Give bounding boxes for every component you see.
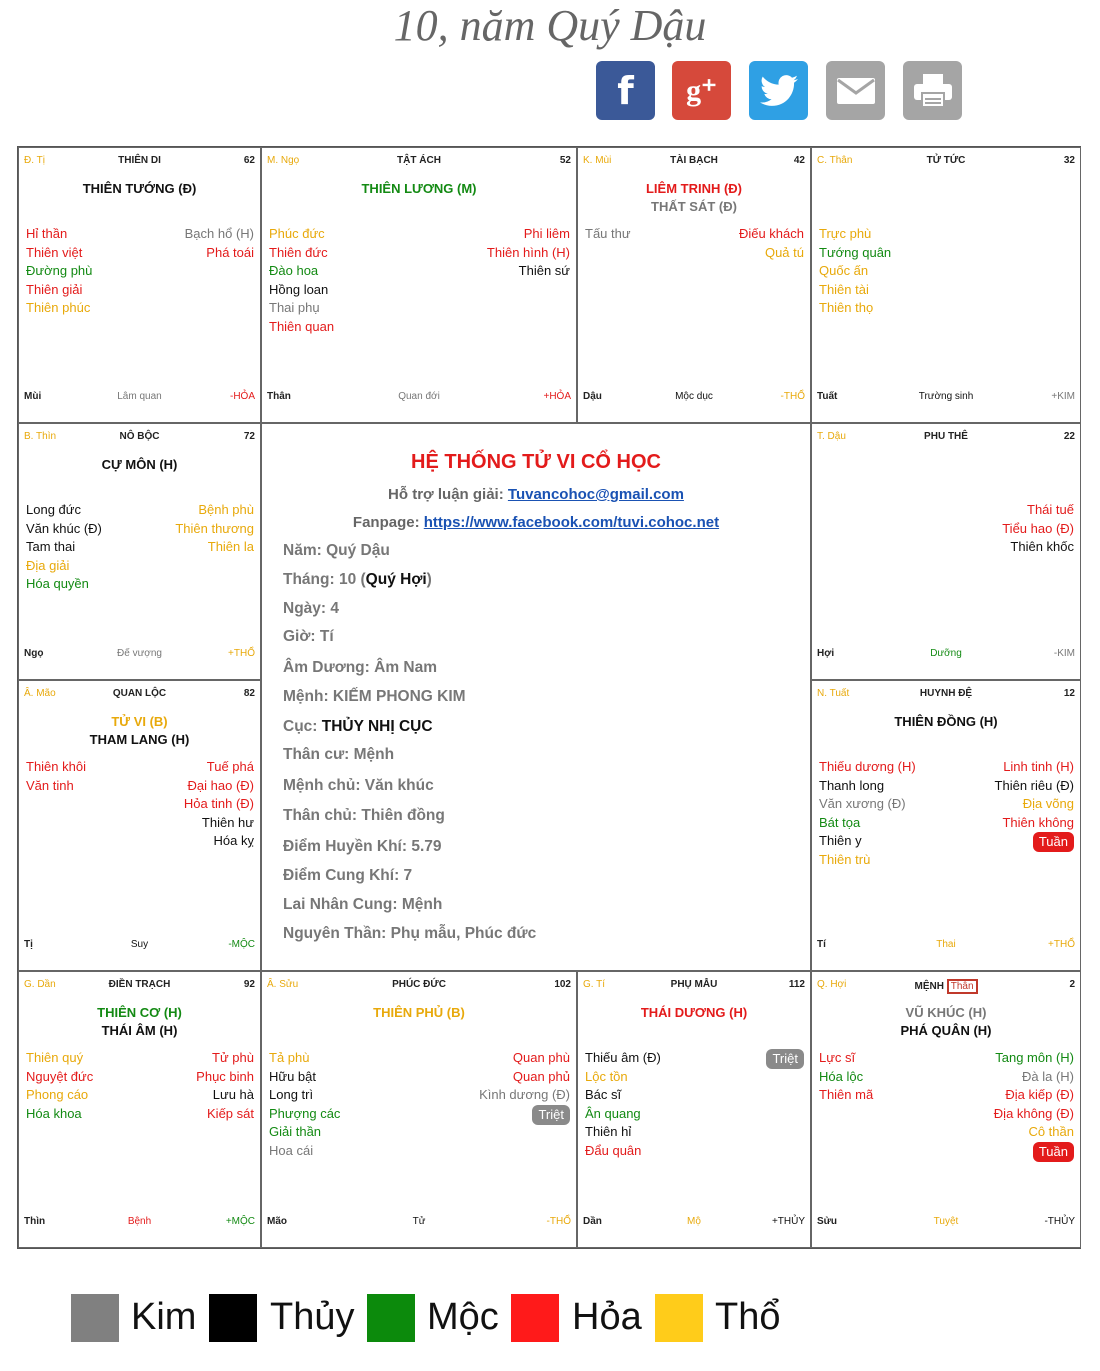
- minor-star: Thiên sứ: [518, 263, 570, 279]
- minor-stars-right: [185, 225, 254, 262]
- minor-star: Thái tuế: [1027, 502, 1074, 517]
- info-label: Năm: Quý Dậu: [283, 542, 390, 559]
- minor-star: Hữu bật: [269, 1068, 317, 1084]
- info-label: Ngày: 4: [283, 600, 339, 617]
- palace-stem: K. Mùi: [583, 155, 612, 166]
- minor-star: Thiên hư: [201, 814, 254, 830]
- palace-cell[interactable]: [577, 971, 811, 1248]
- palace-name-text: HUYNH ĐỆ: [919, 688, 973, 699]
- minor-star: Văn xương (Đ): [819, 796, 906, 812]
- minor-star: Tấu thư: [585, 226, 631, 241]
- info-line: [283, 777, 434, 795]
- legend-label: Thổ: [715, 1296, 781, 1338]
- legend-swatch: [367, 1294, 415, 1342]
- info-label: Âm Dương: Âm Nam: [283, 659, 438, 676]
- minor-star: Đường phù: [26, 263, 93, 279]
- minor-star: Hỉ thần: [26, 226, 68, 241]
- palace-stage: Mộ: [687, 1216, 701, 1227]
- palace-cell[interactable]: [18, 680, 261, 971]
- minor-star: Phong cáo: [26, 1087, 89, 1103]
- minor-star: Bệnh phù: [198, 502, 254, 517]
- palace-name-text: TỬ TỨC: [926, 155, 966, 166]
- minor-star: Tử phù: [212, 1050, 254, 1065]
- legend-label: Hỏa: [572, 1296, 642, 1338]
- facebook-icon: f: [617, 68, 634, 113]
- minor-star: Thiên thọ: [819, 300, 874, 316]
- palace-name: [578, 979, 810, 990]
- minor-star: Bạch hổ (H): [184, 226, 254, 241]
- minor-star: Long trì: [269, 1087, 314, 1103]
- minor-star: Ân quang: [585, 1105, 641, 1121]
- palace-element: +HỎA: [543, 391, 571, 402]
- palace-name: [812, 431, 1080, 442]
- palace-name: [262, 155, 576, 166]
- minor-stars-left: [269, 1049, 340, 1161]
- minor-stars-right: [487, 225, 570, 281]
- minor-stars-right: [994, 1049, 1074, 1162]
- palace-age: 32: [1063, 155, 1075, 166]
- major-star: TỬ VI (B): [111, 714, 168, 729]
- info-suffix: ): [426, 571, 432, 588]
- minor-star: Đà la (H): [1021, 1068, 1074, 1084]
- palace-branch: Ngọ: [24, 648, 44, 659]
- palace-cell[interactable]: [811, 971, 1081, 1248]
- major-star: LIÊM TRINH (Đ): [645, 181, 743, 196]
- minor-star: Hóa lộc: [819, 1068, 864, 1084]
- email-share-button[interactable]: [826, 61, 885, 120]
- tuan-badge-row: [995, 832, 1074, 852]
- legend-label: Kim: [131, 1296, 197, 1338]
- info-line: [283, 659, 437, 677]
- info-line: [283, 688, 466, 706]
- minor-stars-right: [766, 1049, 804, 1069]
- palace-stem: N. Tuất: [817, 688, 850, 699]
- print-button[interactable]: [903, 61, 962, 120]
- minor-stars-left: [26, 501, 102, 594]
- tuan-badge-row: [994, 1142, 1074, 1162]
- major-star: THIÊN TƯỚNG (Đ): [82, 181, 197, 196]
- minor-star: Lưu hà: [212, 1087, 254, 1103]
- palace-stem: G. Dần: [24, 979, 56, 990]
- minor-star: Thiên y: [819, 833, 862, 849]
- palace-age: 42: [793, 155, 805, 166]
- minor-star: Đại hao (Đ): [187, 777, 254, 793]
- minor-star: Long đức: [26, 502, 81, 517]
- info-label: Giờ: Tí: [283, 628, 334, 645]
- minor-star: Thiên đức: [269, 244, 328, 260]
- major-star: THIÊN CƠ (H): [97, 1005, 182, 1020]
- minor-star: Thiên quý: [26, 1050, 84, 1065]
- palace-element: +KIM: [1051, 391, 1075, 402]
- info-label: Thân cư: Mệnh: [283, 746, 395, 763]
- palace-cell[interactable]: [811, 147, 1081, 423]
- minor-star: Kiếp sát: [207, 1105, 254, 1121]
- minor-star: Thai phụ: [269, 300, 320, 316]
- palace-element: +THỔ: [228, 648, 255, 659]
- minor-star: Hoa cái: [269, 1142, 314, 1158]
- palace-branch: Tuất: [817, 391, 838, 402]
- minor-star: Thiên la: [207, 539, 254, 555]
- info-line: [283, 571, 432, 589]
- info-label: Mệnh chủ: Văn khúc: [283, 777, 434, 794]
- minor-star: Thiếu dương (H): [819, 759, 916, 774]
- palace-name: [812, 155, 1080, 166]
- palace-name: [19, 979, 260, 990]
- fanpage-label: Fanpage:: [352, 514, 424, 531]
- palace-element: -KIM: [1053, 648, 1075, 659]
- minor-stars-right: [739, 225, 804, 262]
- minor-star: Bát tọa: [819, 814, 861, 830]
- palace-age: 22: [1063, 431, 1075, 442]
- minor-star: Thiên không: [1002, 814, 1074, 830]
- palace-stage: Đế vượng: [117, 648, 162, 659]
- minor-star: Thiên tài: [819, 281, 869, 297]
- triet-badge-row: [479, 1105, 570, 1125]
- minor-stars-left: [819, 1049, 873, 1105]
- palace-stem: B. Thìn: [24, 431, 57, 442]
- major-star: THIÊN LƯƠNG (M): [361, 181, 477, 196]
- palace-name: [812, 688, 1080, 699]
- legend-swatch: [209, 1294, 257, 1342]
- palace-branch: Dậu: [583, 391, 602, 402]
- minor-star: Thiên thương: [175, 520, 254, 536]
- minor-star: Tuế phá: [206, 759, 254, 774]
- page-title: 10, năm Quý Dậu: [393, 1, 707, 50]
- major-star: THIÊN PHỦ (B): [373, 1005, 465, 1020]
- palace-stage: Mộc dục: [675, 391, 713, 402]
- palace-stem: Q. Hợi: [817, 979, 847, 990]
- minor-stars-right: [995, 758, 1074, 852]
- palace-age: 12: [1063, 688, 1075, 699]
- twitter-icon: [760, 75, 798, 107]
- palace-element: +MỘC: [225, 1216, 255, 1227]
- palace-stage: Trường sinh: [918, 391, 974, 402]
- palace-age: 102: [554, 979, 571, 990]
- minor-stars-right: [196, 1049, 254, 1123]
- minor-star: Điếu khách: [738, 226, 804, 241]
- info-value: Quý Hợi: [365, 571, 427, 588]
- palace-stage: Quan đới: [398, 391, 440, 402]
- palace-cell[interactable]: [18, 147, 261, 423]
- palace-stem: T. Dậu: [817, 431, 846, 442]
- legend-swatch: [655, 1294, 703, 1342]
- palace-branch: Mùi: [24, 391, 42, 402]
- info-label: Lai Nhân Cung: Mệnh: [283, 896, 443, 913]
- minor-star: Thiếu âm (Đ): [585, 1050, 661, 1065]
- info-line: [283, 925, 536, 943]
- minor-star: Địa võng: [1022, 796, 1074, 812]
- major-star: PHÁ QUÂN (H): [900, 1023, 992, 1038]
- minor-star: Phục binh: [196, 1068, 254, 1084]
- than-tag: Thân: [947, 979, 978, 994]
- palace-branch: Sửu: [817, 1216, 838, 1227]
- minor-star: Lộc tồn: [585, 1068, 628, 1084]
- palace-cell[interactable]: [811, 423, 1081, 680]
- minor-star: Kình dương (Đ): [479, 1087, 570, 1103]
- palace-branch: Hợi: [817, 648, 835, 659]
- google-plus-share-button[interactable]: [672, 61, 731, 120]
- palace-age: 52: [559, 155, 571, 166]
- palace-stem: Â. Mão: [24, 688, 56, 699]
- minor-stars-left: [585, 1049, 661, 1161]
- mail-icon: [836, 77, 876, 105]
- minor-star: Linh tinh (H): [1003, 759, 1074, 774]
- palace-element: -HỎA: [230, 391, 255, 402]
- legend-label: Mộc: [427, 1296, 499, 1338]
- minor-star: Tang môn (H): [995, 1050, 1074, 1065]
- minor-star: Trực phù: [819, 226, 872, 241]
- palace-cell[interactable]: [18, 423, 261, 680]
- minor-star: Thanh long: [819, 777, 885, 793]
- palace-element: -THỦY: [1044, 1216, 1075, 1227]
- palace-stage: Suy: [130, 939, 149, 950]
- fanpage-link[interactable]: https://www.facebook.com/tuvi.cohoc.net: [423, 514, 720, 531]
- palace-age: 62: [243, 155, 255, 166]
- palace-stage: Bệnh: [127, 1216, 152, 1227]
- palace-name-text: THIÊN DI: [118, 155, 161, 166]
- minor-star: Tướng quân: [819, 244, 892, 260]
- palace-stage: Tử: [412, 1216, 426, 1227]
- minor-stars-left: [819, 758, 916, 870]
- minor-star: Giải thần: [269, 1124, 322, 1140]
- palace-name-text: NÔ BỘC: [119, 431, 160, 442]
- info-line: [283, 807, 445, 825]
- minor-star: Thiên riêu (Đ): [994, 777, 1074, 793]
- minor-star: Phượng các: [269, 1105, 341, 1121]
- major-star: VŨ KHÚC (H): [905, 1005, 987, 1020]
- tuan-badge: Tuần: [1033, 832, 1074, 852]
- info-line: [283, 746, 394, 764]
- major-stars: [262, 1004, 576, 1022]
- palace-name: [19, 431, 260, 442]
- minor-star: Tả phù: [269, 1050, 310, 1065]
- minor-star: Thiên trù: [819, 851, 871, 867]
- palace-name-text: ĐIỀN TRẠCH: [108, 979, 171, 990]
- palace-age: 82: [243, 688, 255, 699]
- minor-star: Thiên hỉ: [585, 1124, 632, 1140]
- minor-star: Thiên hình (H): [486, 244, 570, 260]
- minor-star: Bác sĩ: [585, 1087, 622, 1103]
- minor-star: Thiên khốc: [1010, 539, 1074, 555]
- major-stars: [262, 180, 576, 198]
- minor-star: Thiên giải: [26, 281, 83, 297]
- info-value: THỦY NHỊ CỤC: [321, 718, 433, 735]
- palace-stem: G. Tí: [583, 979, 606, 990]
- palace-name-text: QUAN LỘC: [112, 688, 167, 699]
- palace-element: +THỔ: [1048, 939, 1075, 950]
- triet-badge: Triệt: [532, 1105, 570, 1125]
- legend-swatch: [71, 1294, 119, 1342]
- system-title: HỆ THỐNG TỬ VI CỔ HỌC: [411, 451, 661, 473]
- minor-stars-right: [184, 758, 254, 851]
- minor-star: Tiểu hao (Đ): [1002, 520, 1074, 536]
- twitter-share-button[interactable]: [749, 61, 808, 120]
- minor-star: Hỏa tinh (Đ): [183, 796, 254, 812]
- palace-stem: Â. Sửu: [267, 979, 299, 990]
- minor-star: Địa không (Đ): [993, 1105, 1074, 1121]
- info-line: [283, 542, 390, 560]
- palace-name-text: PHÚC ĐỨC: [392, 979, 446, 990]
- minor-star: Thiên mã: [819, 1087, 874, 1103]
- minor-stars-left: [585, 225, 631, 244]
- minor-star: Tam thai: [26, 539, 76, 555]
- info-line: [283, 867, 412, 885]
- minor-stars-left: [26, 225, 92, 318]
- palace-cell[interactable]: [261, 147, 577, 423]
- info-line: [283, 838, 442, 856]
- major-stars: [19, 456, 260, 474]
- info-label: Mệnh: KIẾM PHONG KIM: [283, 688, 466, 705]
- minor-star: Hóa khoa: [26, 1105, 82, 1121]
- palace-branch: Tị: [24, 939, 33, 950]
- minor-star: Địa giải: [26, 557, 70, 573]
- minor-star: Thiên khôi: [26, 759, 86, 774]
- triet-badge: Triệt: [766, 1049, 804, 1069]
- info-line: [283, 896, 442, 914]
- info-line: [283, 718, 433, 736]
- major-star: CỰ MÔN (H): [101, 457, 178, 472]
- major-star: THẤT SÁT (Đ): [651, 199, 737, 214]
- major-stars: [812, 713, 1080, 731]
- palace-stem: M. Ngọ: [267, 155, 300, 166]
- palace-branch: Tí: [817, 939, 826, 950]
- minor-stars-left: [819, 225, 891, 318]
- info-label: Điểm Huyền Khí: 5.79: [283, 838, 442, 855]
- palace-age: 92: [243, 979, 255, 990]
- minor-stars-right: [1002, 501, 1074, 557]
- minor-star: Cô thần: [1028, 1124, 1074, 1140]
- palace-name-text: PHỤ MẪU: [670, 979, 718, 990]
- minor-star: Đào hoa: [269, 263, 319, 279]
- info-label: Thân chủ: Thiên đồng: [283, 807, 445, 824]
- minor-star: Quan phù: [512, 1050, 570, 1065]
- tuan-badge: Tuần: [1033, 1142, 1074, 1162]
- center-info-panel: [261, 423, 811, 971]
- major-stars: [578, 180, 810, 216]
- minor-star: Địa kiếp (Đ): [1005, 1087, 1074, 1103]
- palace-name: [19, 688, 260, 699]
- info-line: [283, 600, 339, 618]
- palace-name: [578, 155, 810, 166]
- minor-star: Thiên việt: [26, 244, 83, 260]
- palace-branch: Mão: [267, 1216, 287, 1227]
- palace-name: [19, 155, 260, 166]
- info-label: Tháng: 10 (: [283, 571, 366, 588]
- palace-stage: Thai: [936, 939, 956, 950]
- palace-element: -THỔ: [780, 391, 805, 402]
- palace-name-text: PHU THÊ: [924, 431, 968, 442]
- info-label: Điểm Cung Khí: 7: [283, 867, 413, 884]
- minor-star: Hóa quyền: [26, 576, 89, 592]
- palace-element: +THỦY: [771, 1216, 805, 1227]
- major-stars: [578, 1004, 810, 1022]
- minor-star: Phúc đức: [269, 226, 325, 241]
- palace-age: 2: [1069, 979, 1075, 990]
- minor-star: Quan phủ: [512, 1068, 570, 1084]
- minor-star: Quả tú: [764, 244, 804, 260]
- minor-star: Văn khúc (Đ): [26, 520, 102, 536]
- palace-name-text: TÀI BẠCH: [670, 155, 718, 166]
- palace-cell[interactable]: [261, 971, 577, 1248]
- palace-age: 112: [788, 979, 805, 990]
- minor-star: Văn tinh: [26, 777, 74, 793]
- palace-stage: Dưỡng: [930, 648, 962, 659]
- palace-cell[interactable]: [577, 147, 811, 423]
- minor-stars-left: [26, 758, 86, 795]
- palace-stage: Tuyệt: [933, 1216, 959, 1227]
- major-stars: [19, 1004, 260, 1040]
- printer-icon: [913, 73, 953, 109]
- major-stars: [19, 713, 260, 749]
- palace-element: -MỘC: [228, 939, 255, 950]
- palace-element: -THỔ: [546, 1216, 571, 1227]
- major-star: THÁI DƯƠNG (H): [640, 1005, 748, 1020]
- palace-age: 72: [243, 431, 255, 442]
- major-stars: [19, 180, 260, 198]
- minor-star: Thiên phúc: [26, 300, 91, 316]
- palace-branch: Dần: [583, 1216, 602, 1227]
- palace-name: [262, 979, 576, 990]
- minor-star: Hóa kỵ: [213, 833, 254, 849]
- minor-stars-left: [269, 225, 334, 337]
- major-star: THIÊN ĐỒNG (H): [894, 714, 998, 729]
- legend-label: Thủy: [270, 1296, 355, 1338]
- info-label: Cục:: [283, 718, 322, 735]
- minor-star: Đẩu quân: [585, 1142, 642, 1158]
- palace-stem: Đ. Tị: [24, 155, 45, 166]
- minor-star: Phá toái: [206, 244, 254, 260]
- palace-stage: Lâm quan: [117, 391, 162, 402]
- palace-cell[interactable]: [811, 680, 1081, 971]
- fanpage-line: [262, 514, 810, 531]
- palace-stem: C. Thân: [817, 155, 853, 166]
- palace-name-text: MỆNH: [914, 981, 944, 992]
- legend-swatch: [511, 1294, 559, 1342]
- minor-star: Lực sĩ: [819, 1050, 856, 1065]
- major-stars: [812, 1004, 1080, 1040]
- minor-stars-right: [479, 1049, 570, 1125]
- palace-name-text: TẬT ÁCH: [397, 155, 441, 166]
- triet-badge-row: [766, 1049, 804, 1069]
- support-email-link[interactable]: Tuvancohoc@gmail.com: [507, 486, 684, 503]
- major-star: THAM LANG (H): [89, 732, 190, 747]
- minor-star: Quốc ấn: [819, 263, 869, 279]
- palace-cell[interactable]: [18, 971, 261, 1248]
- palace-name: [812, 979, 1080, 994]
- minor-star: Hồng loan: [269, 281, 329, 297]
- minor-stars-right: [175, 501, 254, 557]
- facebook-share-button[interactable]: [596, 61, 655, 120]
- support-label: Hỗ trợ luận giải:: [388, 486, 508, 503]
- info-label: Nguyên Thần: Phụ mẫu, Phúc đức: [283, 925, 537, 942]
- google-plus-icon: g⁺: [686, 74, 717, 107]
- palace-branch: Thân: [267, 391, 291, 402]
- minor-star: Thiên quan: [269, 318, 335, 334]
- palace-branch: Thìn: [24, 1216, 46, 1227]
- minor-star: Nguyệt đức: [26, 1068, 94, 1084]
- info-line: [283, 628, 334, 646]
- support-line: [262, 486, 810, 503]
- minor-star: Phi liêm: [523, 226, 570, 241]
- major-star: THÁI ÂM (H): [101, 1023, 178, 1038]
- minor-stars-left: [26, 1049, 93, 1123]
